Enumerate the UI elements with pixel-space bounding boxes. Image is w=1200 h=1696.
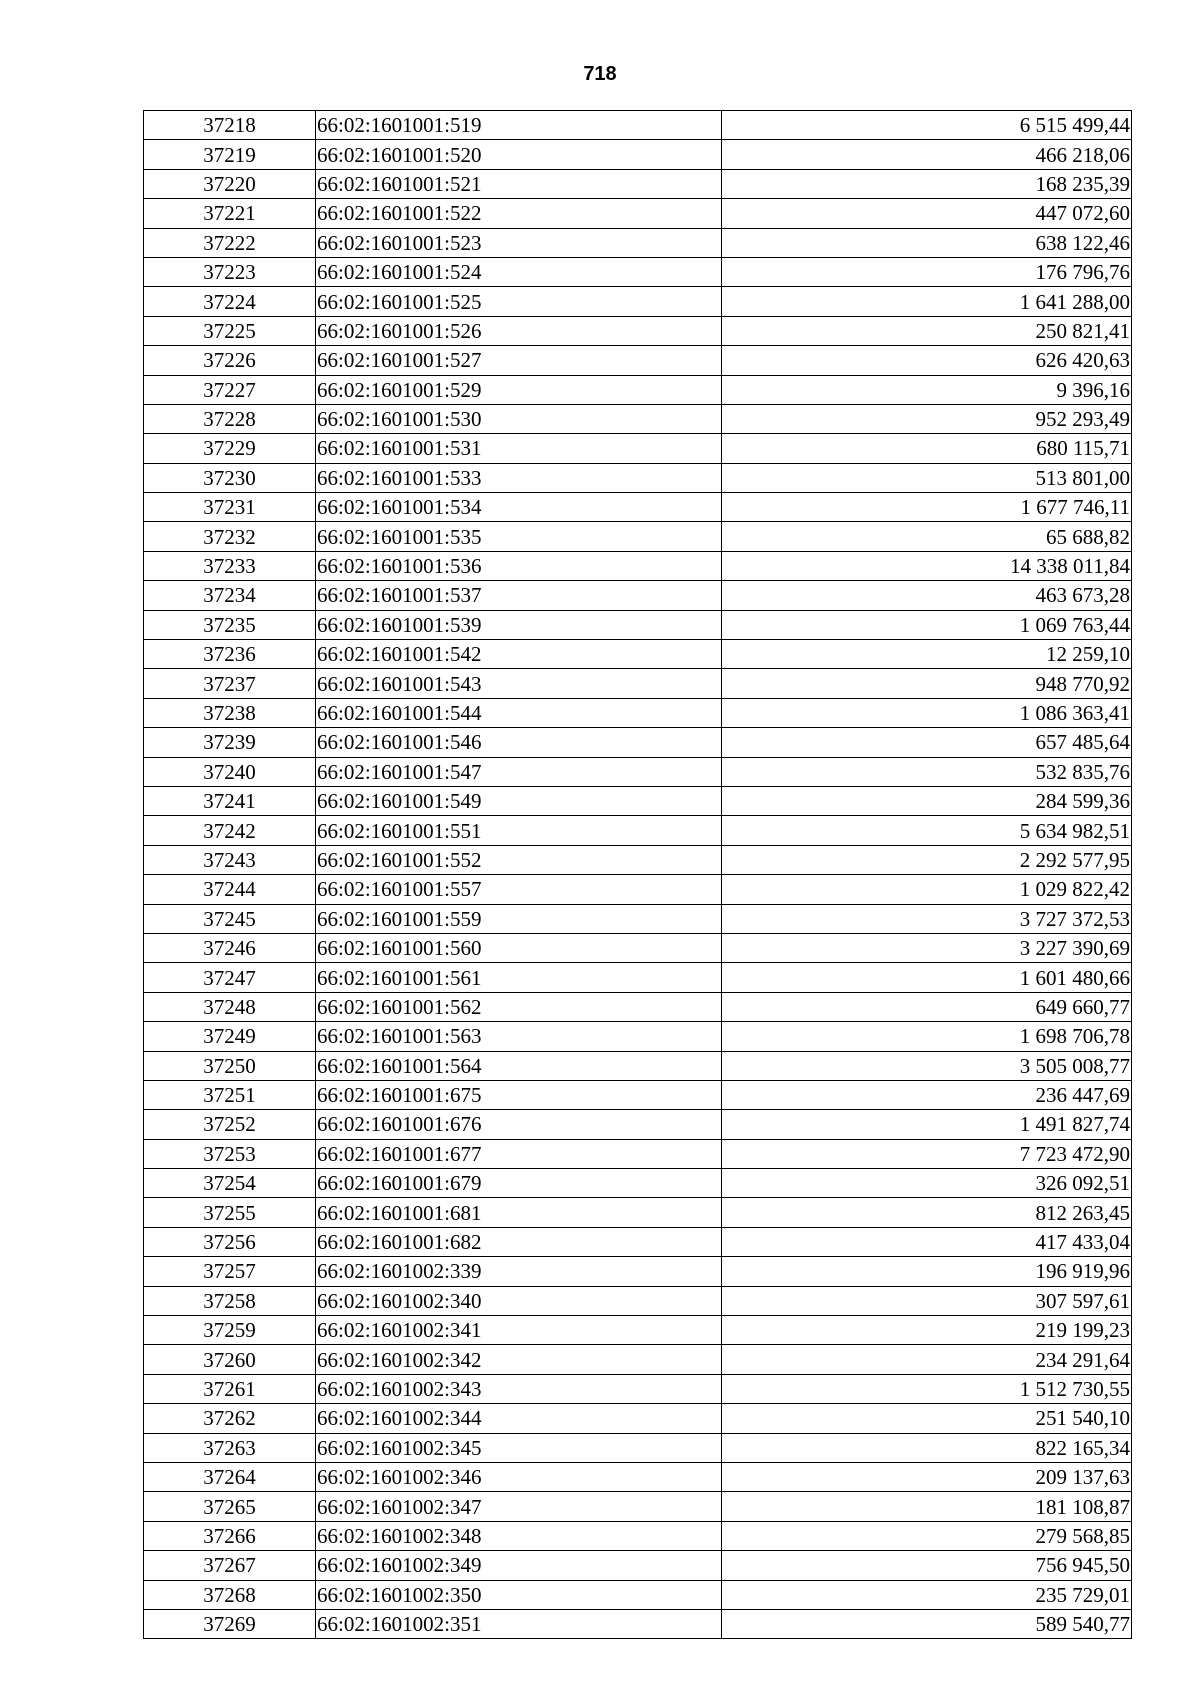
cadastral-number-cell: 66:02:1601001:682 — [316, 1227, 722, 1256]
table-row — [144, 1521, 1132, 1550]
cadastral-value-cell: 1 086 363,41 — [722, 698, 1132, 727]
cadastral-value-cell: 626 420,63 — [722, 346, 1132, 375]
row-number-cell: 37219 — [144, 140, 316, 169]
table-row — [144, 111, 1132, 140]
table-row — [144, 581, 1132, 610]
row-number-cell: 37263 — [144, 1433, 316, 1462]
cadastral-value-cell: 279 568,85 — [722, 1521, 1132, 1550]
row-number-cell: 37239 — [144, 728, 316, 757]
cadastral-value-cell: 168 235,39 — [722, 169, 1132, 198]
cadastral-value-cell: 1 029 822,42 — [722, 875, 1132, 904]
row-number-cell: 37265 — [144, 1492, 316, 1521]
cadastral-number-cell: 66:02:1601001:547 — [316, 757, 722, 786]
cadastral-number-cell: 66:02:1601001:677 — [316, 1139, 722, 1168]
table-row — [144, 1580, 1132, 1609]
cadastral-value-cell: 1 641 288,00 — [722, 287, 1132, 316]
cadastral-value-cell: 234 291,64 — [722, 1345, 1132, 1374]
table-row — [144, 346, 1132, 375]
table-row — [144, 875, 1132, 904]
table-row — [144, 199, 1132, 228]
cadastral-number-cell: 66:02:1601001:525 — [316, 287, 722, 316]
cadastral-value-cell: 3 227 390,69 — [722, 933, 1132, 962]
cadastral-value-cell: 219 199,23 — [722, 1316, 1132, 1345]
cadastral-value-cell: 181 108,87 — [722, 1492, 1132, 1521]
cadastral-number-cell: 66:02:1601002:341 — [316, 1316, 722, 1345]
row-number-cell: 37258 — [144, 1286, 316, 1315]
cadastral-number-cell: 66:02:1601002:343 — [316, 1374, 722, 1403]
row-number-cell: 37248 — [144, 992, 316, 1021]
table-row — [144, 1492, 1132, 1521]
row-number-cell: 37240 — [144, 757, 316, 786]
row-number-cell: 37225 — [144, 316, 316, 345]
row-number-cell: 37222 — [144, 228, 316, 257]
cadastral-number-cell: 66:02:1601001:533 — [316, 463, 722, 492]
row-number-cell: 37262 — [144, 1404, 316, 1433]
table-row — [144, 551, 1132, 580]
cadastral-value-cell: 513 801,00 — [722, 463, 1132, 492]
cadastral-number-cell: 66:02:1601001:679 — [316, 1169, 722, 1198]
cadastral-number-cell: 66:02:1601001:527 — [316, 346, 722, 375]
cadastral-value-cell: 532 835,76 — [722, 757, 1132, 786]
cadastral-value-cell: 822 165,34 — [722, 1433, 1132, 1462]
table-row — [144, 1139, 1132, 1168]
cadastral-value-cell: 1 601 480,66 — [722, 963, 1132, 992]
row-number-cell: 37237 — [144, 669, 316, 698]
row-number-cell: 37268 — [144, 1580, 316, 1609]
cadastral-value-cell: 209 137,63 — [722, 1462, 1132, 1491]
table-row — [144, 992, 1132, 1021]
cadastral-value-cell: 447 072,60 — [722, 199, 1132, 228]
row-number-cell: 37220 — [144, 169, 316, 198]
row-number-cell: 37226 — [144, 346, 316, 375]
cadastral-number-cell: 66:02:1601002:342 — [316, 1345, 722, 1374]
cadastral-value-cell: 307 597,61 — [722, 1286, 1132, 1315]
cadastral-number-cell: 66:02:1601001:522 — [316, 199, 722, 228]
table-row — [144, 786, 1132, 815]
table-row — [144, 1051, 1132, 1080]
cadastral-value-cell: 284 599,36 — [722, 786, 1132, 815]
table-row — [144, 1080, 1132, 1109]
cadastral-value-cell: 14 338 011,84 — [722, 551, 1132, 580]
cadastral-number-cell: 66:02:1601001:536 — [316, 551, 722, 580]
table-row — [144, 1227, 1132, 1256]
cadastral-number-cell: 66:02:1601001:520 — [316, 140, 722, 169]
cadastral-value-cell: 657 485,64 — [722, 728, 1132, 757]
cadastral-number-cell: 66:02:1601002:348 — [316, 1521, 722, 1550]
cadastral-number-cell: 66:02:1601001:549 — [316, 786, 722, 815]
cadastral-number-cell: 66:02:1601001:546 — [316, 728, 722, 757]
table-row — [144, 1374, 1132, 1403]
row-number-cell: 37230 — [144, 463, 316, 492]
cadastral-number-cell: 66:02:1601001:561 — [316, 963, 722, 992]
table-row — [144, 1316, 1132, 1345]
table-row — [144, 375, 1132, 404]
cadastral-value-cell: 3 727 372,53 — [722, 904, 1132, 933]
row-number-cell: 37221 — [144, 199, 316, 228]
cadastral-value-cell: 9 396,16 — [722, 375, 1132, 404]
page-number: 718 — [583, 63, 617, 85]
table-row — [144, 140, 1132, 169]
row-number-cell: 37241 — [144, 786, 316, 815]
cadastral-number-cell: 66:02:1601001:531 — [316, 434, 722, 463]
row-number-cell: 37251 — [144, 1080, 316, 1109]
cadastral-value-table — [143, 110, 1132, 1639]
cadastral-number-cell: 66:02:1601002:350 — [316, 1580, 722, 1609]
cadastral-number-cell: 66:02:1601001:564 — [316, 1051, 722, 1080]
cadastral-number-cell: 66:02:1601001:529 — [316, 375, 722, 404]
table-row — [144, 1345, 1132, 1374]
row-number-cell: 37218 — [144, 111, 316, 140]
cadastral-value-cell: 7 723 472,90 — [722, 1139, 1132, 1168]
table-row — [144, 404, 1132, 433]
table-row — [144, 933, 1132, 962]
row-number-cell: 37245 — [144, 904, 316, 933]
row-number-cell: 37238 — [144, 698, 316, 727]
cadastral-value-cell: 649 660,77 — [722, 992, 1132, 1021]
table-row — [144, 1433, 1132, 1462]
row-number-cell: 37255 — [144, 1198, 316, 1227]
cadastral-value-cell: 251 540,10 — [722, 1404, 1132, 1433]
cadastral-value-cell: 3 505 008,77 — [722, 1051, 1132, 1080]
table-row — [144, 1462, 1132, 1491]
row-number-cell: 37223 — [144, 257, 316, 286]
table-row — [144, 1110, 1132, 1139]
table-row — [144, 669, 1132, 698]
cadastral-number-cell: 66:02:1601001:560 — [316, 933, 722, 962]
table-row — [144, 434, 1132, 463]
table-row — [144, 1551, 1132, 1580]
cadastral-number-cell: 66:02:1601002:339 — [316, 1257, 722, 1286]
table-row — [144, 904, 1132, 933]
cadastral-number-cell: 66:02:1601001:551 — [316, 816, 722, 845]
row-number-cell: 37244 — [144, 875, 316, 904]
cadastral-number-cell: 66:02:1601001:543 — [316, 669, 722, 698]
cadastral-value-cell: 1 698 706,78 — [722, 1022, 1132, 1051]
row-number-cell: 37249 — [144, 1022, 316, 1051]
cadastral-number-cell: 66:02:1601001:537 — [316, 581, 722, 610]
cadastral-number-cell: 66:02:1601002:344 — [316, 1404, 722, 1433]
cadastral-number-cell: 66:02:1601001:676 — [316, 1110, 722, 1139]
cadastral-number-cell: 66:02:1601001:563 — [316, 1022, 722, 1051]
row-number-cell: 37253 — [144, 1139, 316, 1168]
table-row — [144, 1257, 1132, 1286]
row-number-cell: 37243 — [144, 845, 316, 874]
cadastral-value-cell: 65 688,82 — [722, 522, 1132, 551]
table-row — [144, 287, 1132, 316]
table-row — [144, 698, 1132, 727]
cadastral-number-cell: 66:02:1601001:562 — [316, 992, 722, 1021]
cadastral-value-cell: 638 122,46 — [722, 228, 1132, 257]
cadastral-value-cell: 948 770,92 — [722, 669, 1132, 698]
cadastral-value-cell: 680 115,71 — [722, 434, 1132, 463]
cadastral-number-cell: 66:02:1601002:349 — [316, 1551, 722, 1580]
row-number-cell: 37254 — [144, 1169, 316, 1198]
table-row — [144, 963, 1132, 992]
row-number-cell: 37269 — [144, 1609, 316, 1638]
table-row — [144, 728, 1132, 757]
table-row — [144, 257, 1132, 286]
row-number-cell: 37227 — [144, 375, 316, 404]
cadastral-value-cell: 235 729,01 — [722, 1580, 1132, 1609]
cadastral-number-cell: 66:02:1601001:539 — [316, 610, 722, 639]
cadastral-number-cell: 66:02:1601001:542 — [316, 640, 722, 669]
table-row — [144, 493, 1132, 522]
cadastral-number-cell: 66:02:1601002:340 — [316, 1286, 722, 1315]
cadastral-number-cell: 66:02:1601002:351 — [316, 1609, 722, 1638]
cadastral-value-cell: 236 447,69 — [722, 1080, 1132, 1109]
cadastral-value-cell: 6 515 499,44 — [722, 111, 1132, 140]
cadastral-value-cell: 12 259,10 — [722, 640, 1132, 669]
cadastral-number-cell: 66:02:1601001:521 — [316, 169, 722, 198]
table-row — [144, 228, 1132, 257]
table-row — [144, 610, 1132, 639]
row-number-cell: 37252 — [144, 1110, 316, 1139]
row-number-cell: 37266 — [144, 1521, 316, 1550]
table-row — [144, 757, 1132, 786]
cadastral-value-cell: 466 218,06 — [722, 140, 1132, 169]
cadastral-value-cell: 417 433,04 — [722, 1227, 1132, 1256]
row-number-cell: 37260 — [144, 1345, 316, 1374]
table-row — [144, 522, 1132, 551]
row-number-cell: 37234 — [144, 581, 316, 610]
cadastral-value-cell: 1 512 730,55 — [722, 1374, 1132, 1403]
row-number-cell: 37259 — [144, 1316, 316, 1345]
table-row — [144, 1609, 1132, 1638]
table-row — [144, 1169, 1132, 1198]
table-row — [144, 816, 1132, 845]
cadastral-number-cell: 66:02:1601001:535 — [316, 522, 722, 551]
cadastral-number-cell: 66:02:1601001:523 — [316, 228, 722, 257]
cadastral-value-cell: 812 263,45 — [722, 1198, 1132, 1227]
cadastral-value-cell: 5 634 982,51 — [722, 816, 1132, 845]
cadastral-number-cell: 66:02:1601002:347 — [316, 1492, 722, 1521]
cadastral-value-cell: 196 919,96 — [722, 1257, 1132, 1286]
cadastral-value-cell: 1 491 827,74 — [722, 1110, 1132, 1139]
cadastral-value-cell: 250 821,41 — [722, 316, 1132, 345]
row-number-cell: 37242 — [144, 816, 316, 845]
row-number-cell: 37228 — [144, 404, 316, 433]
row-number-cell: 37256 — [144, 1227, 316, 1256]
cadastral-number-cell: 66:02:1601001:519 — [316, 111, 722, 140]
table-row — [144, 1286, 1132, 1315]
cadastral-number-cell: 66:02:1601002:346 — [316, 1462, 722, 1491]
row-number-cell: 37231 — [144, 493, 316, 522]
cadastral-value-cell: 326 092,51 — [722, 1169, 1132, 1198]
cadastral-value-cell: 176 796,76 — [722, 257, 1132, 286]
row-number-cell: 37264 — [144, 1462, 316, 1491]
row-number-cell: 37261 — [144, 1374, 316, 1403]
row-number-cell: 37250 — [144, 1051, 316, 1080]
row-number-cell: 37229 — [144, 434, 316, 463]
table-row — [144, 1022, 1132, 1051]
row-number-cell: 37247 — [144, 963, 316, 992]
row-number-cell: 37235 — [144, 610, 316, 639]
cadastral-value-cell: 1 069 763,44 — [722, 610, 1132, 639]
row-number-cell: 37233 — [144, 551, 316, 580]
cadastral-value-cell: 463 673,28 — [722, 581, 1132, 610]
row-number-cell: 37232 — [144, 522, 316, 551]
table-row — [144, 169, 1132, 198]
cadastral-value-cell: 589 540,77 — [722, 1609, 1132, 1638]
cadastral-number-cell: 66:02:1601001:552 — [316, 845, 722, 874]
cadastral-number-cell: 66:02:1601001:544 — [316, 698, 722, 727]
table-row — [144, 463, 1132, 492]
row-number-cell: 37236 — [144, 640, 316, 669]
cadastral-value-cell: 952 293,49 — [722, 404, 1132, 433]
row-number-cell: 37257 — [144, 1257, 316, 1286]
cadastral-number-cell: 66:02:1601001:524 — [316, 257, 722, 286]
cadastral-number-cell: 66:02:1601001:526 — [316, 316, 722, 345]
cadastral-number-cell: 66:02:1601001:530 — [316, 404, 722, 433]
cadastral-number-cell: 66:02:1601001:681 — [316, 1198, 722, 1227]
cadastral-value-cell: 2 292 577,95 — [722, 845, 1132, 874]
table-row — [144, 1198, 1132, 1227]
cadastral-number-cell: 66:02:1601001:559 — [316, 904, 722, 933]
table-row — [144, 316, 1132, 345]
table-row — [144, 845, 1132, 874]
row-number-cell: 37267 — [144, 1551, 316, 1580]
cadastral-number-cell: 66:02:1601001:557 — [316, 875, 722, 904]
row-number-cell: 37224 — [144, 287, 316, 316]
cadastral-value-cell: 756 945,50 — [722, 1551, 1132, 1580]
cadastral-number-cell: 66:02:1601002:345 — [316, 1433, 722, 1462]
table-row — [144, 640, 1132, 669]
table-row — [144, 1404, 1132, 1433]
cadastral-number-cell: 66:02:1601001:534 — [316, 493, 722, 522]
table-body — [144, 111, 1132, 1639]
cadastral-value-cell: 1 677 746,11 — [722, 493, 1132, 522]
row-number-cell: 37246 — [144, 933, 316, 962]
cadastral-number-cell: 66:02:1601001:675 — [316, 1080, 722, 1109]
